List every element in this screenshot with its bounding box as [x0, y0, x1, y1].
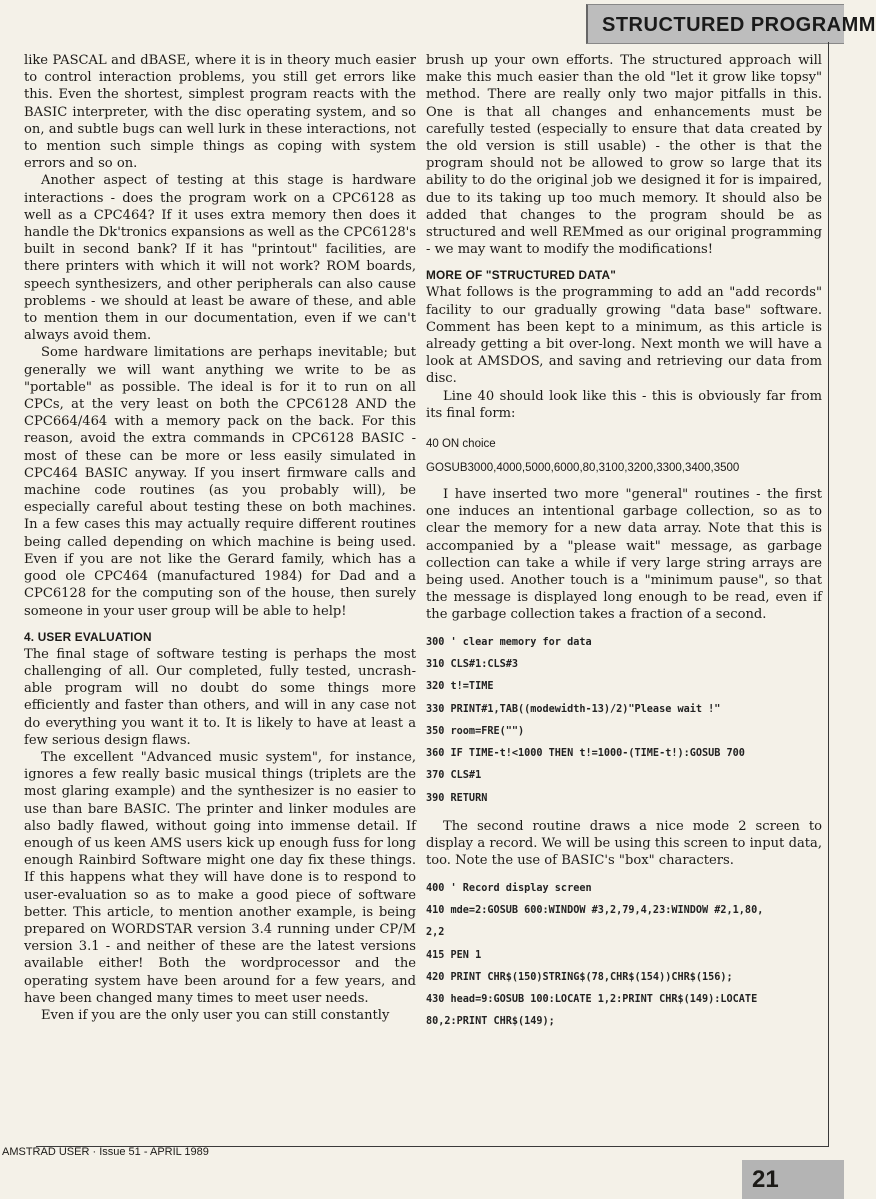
code-line: 390 RETURN — [426, 792, 488, 804]
paragraph: Even if you are the only user you can still constantly — [41, 1007, 390, 1023]
paragraph: brush up your own efforts. The structured approach will make this much easier than the old "let it grow like topsy" method. There are really only two major pitfalls in this. One is that all changes and enhancements must be carefully tested (especially to ensure that data created by the old version is still usable) - the other is that the program should not be allowed to grow so large that its ability to do the original job we designed it for is impaired, due to its taking up too much memory. It should also be added that changes to the program should be as structured and well REMmed as our original programming - we may want to modify the modifications! — [426, 53, 822, 258]
line-40-listing — [426, 432, 822, 480]
code-line: 2,2 — [426, 927, 445, 939]
publication-name: AMSTRAD USER — [2, 1146, 90, 1158]
code-line: GOSUB3000,4000,5000,6000,80,3100,3200,3300,3400,3500 — [426, 462, 740, 475]
section-heading-structured-data: MORE OF "STRUCTURED DATA" — [426, 268, 617, 283]
code-line: 80,2:PRINT CHR$(149); — [426, 1016, 555, 1028]
footer: AMSTRAD USER · Issue 51 - APRIL 1989 — [2, 1146, 209, 1158]
code-listing-record-display — [426, 878, 822, 1034]
page-number-box — [742, 1160, 844, 1199]
code-line: 400 ' Record display screen — [426, 882, 592, 894]
paragraph: The final stage of software testing is perhaps the most challenging of all. Our completed, fully tested, uncrash-able program will no doubt do some things more efficiently and faster than others, and will in any case not do everything you want it to. It is likely to have at least a few serious design flaws. — [24, 646, 416, 748]
paragraph: What follows is the programming to add an "add records" facility to our gradually growing "data base" software. Comment has been kept to a minimum, as this article is already getting a bit over-long. Next month we will have a look at AMSDOS, and saving and retrieving our data from disc. — [426, 285, 822, 387]
paragraph: The excellent "Advanced music system", for instance, ignores a few really basic musical things (triplets are the most glaring example) and the synthesizer is no easier to use than bare BASIC. The printer and linker modules are also badly flawed, without going into immense detail. If enough of us keen AMS users kick up enough fuss for long enough Rainbird Software might one day fix these things. If this happens what they will have done is to respond to user-evaluation so as to make a good piece of software better. This article, to mention another example, is being prepared on WORDSTAR version 3.4 running under CP/M version 3.1 - and neither of these are the latest versions available either! Both the wordprocessor and the operating system have been around for a few years, and have been changed many times to meet user needs. — [24, 749, 416, 1006]
page-number: 21 — [752, 1166, 779, 1193]
code-line: 370 CLS#1 — [426, 770, 482, 782]
issue-number: Issue 51 — [99, 1146, 141, 1158]
code-line: 350 room=FRE("") — [426, 725, 525, 737]
code-line: 360 IF TIME-t!<1000 THEN t!=1000-(TIME-t!):GOSUB 700 — [426, 748, 745, 760]
left-column — [24, 52, 416, 1024]
code-line: 300 ' clear memory for data — [426, 636, 592, 648]
code-line: 330 PRINT#1,TAB((modewidth-13)/2)"Please wait !" — [426, 703, 721, 715]
code-listing-clear-memory — [426, 632, 822, 810]
code-line: 420 PRINT CHR$(150)STRING$(78,CHR$(154))CHR$(156); — [426, 971, 733, 983]
code-line: 320 t!=TIME — [426, 681, 494, 693]
paragraph: The second routine draws a nice mode 2 screen to display a record. We will be using this screen to input data, too. Note the use of BASIC's "box" characters. — [426, 819, 822, 869]
section-heading-user-evaluation: 4. USER EVALUATION — [24, 629, 152, 644]
code-line: 40 ON choice — [426, 438, 496, 451]
section-header-title: STRUCTURED PROGRAMM — [602, 14, 876, 36]
paragraph: like PASCAL and dBASE, where it is in theory much easier to control interaction problems, you still get errors like this. Even the shortest, simplest program reacts with the BASIC interpreter, with the disc operating system, and so on, and subtle bugs can well lurk in these interactions, not to mention such simple things as coping with system errors and so on. — [24, 53, 416, 172]
code-line: 415 PEN 1 — [426, 949, 482, 961]
code-line: 310 CLS#1:CLS#3 — [426, 658, 519, 670]
issue-date: APRIL 1989 — [149, 1146, 209, 1158]
code-line: 430 head=9:GOSUB 100:LOCATE 1,2:PRINT CHR$(149):LOCATE — [426, 994, 758, 1006]
section-header — [586, 4, 876, 44]
paragraph: Some hardware limitations are perhaps inevitable; but generally we will want anything we write to be as "portable" as possible. The ideal is for it to run on all CPCs, at the very least on both the CPC6128 AND the CPC664/464 with a memory pack on the back. For this reason, avoid the extra commands in CPC6128 BASIC - most of these can be more or less easily simulated in CPC464 BASIC anyway. If you insert firmware calls and machine code routines (as you probably will), be especially careful about testing these on both machines. In a few cases this may actually require different routines being called depending on which machine is being used. Even if you are not like the Gerard family, which has a good ole CPC464 (manufactured 1984) for Dad and a CPC6128 for the computing son of the house, then surely someone in your user group will be able to help! — [24, 345, 416, 619]
paragraph: Line 40 should look like this - this is obviously far from its final form: — [426, 388, 822, 421]
paragraph: I have inserted two more "general" routines - the first one induces an intentional garbage collection, so as to clear the memory for a new data array. Note that this is accompanied by a "please wait" message, as garbage collection can take a while if very large string arrays are being used. Another touch is a "minimum pause", so that the message is displayed long enough to be read, even if the garbage collection takes a fraction of a second. — [426, 487, 822, 623]
paragraph: Another aspect of testing at this stage is hardware interactions - does the program work on a CPC6128 as well as a CPC464? If it uses extra memory then does it handle the Dk'tronics expansions as well as the CPC6128's built in second bank? If it has "printout" facilities, are there printers with which it will not work? ROM boards, speech synthesizers, and other peripherals can also cause problems - we should at least be aware of these, and able to mention them in our documentation, even if we can't always avoid them. — [24, 173, 416, 344]
code-line: 410 mde=2:GOSUB 600:WINDOW #3,2,79,4,23:WINDOW #2,1,80, — [426, 904, 764, 916]
right-column — [426, 52, 822, 1042]
